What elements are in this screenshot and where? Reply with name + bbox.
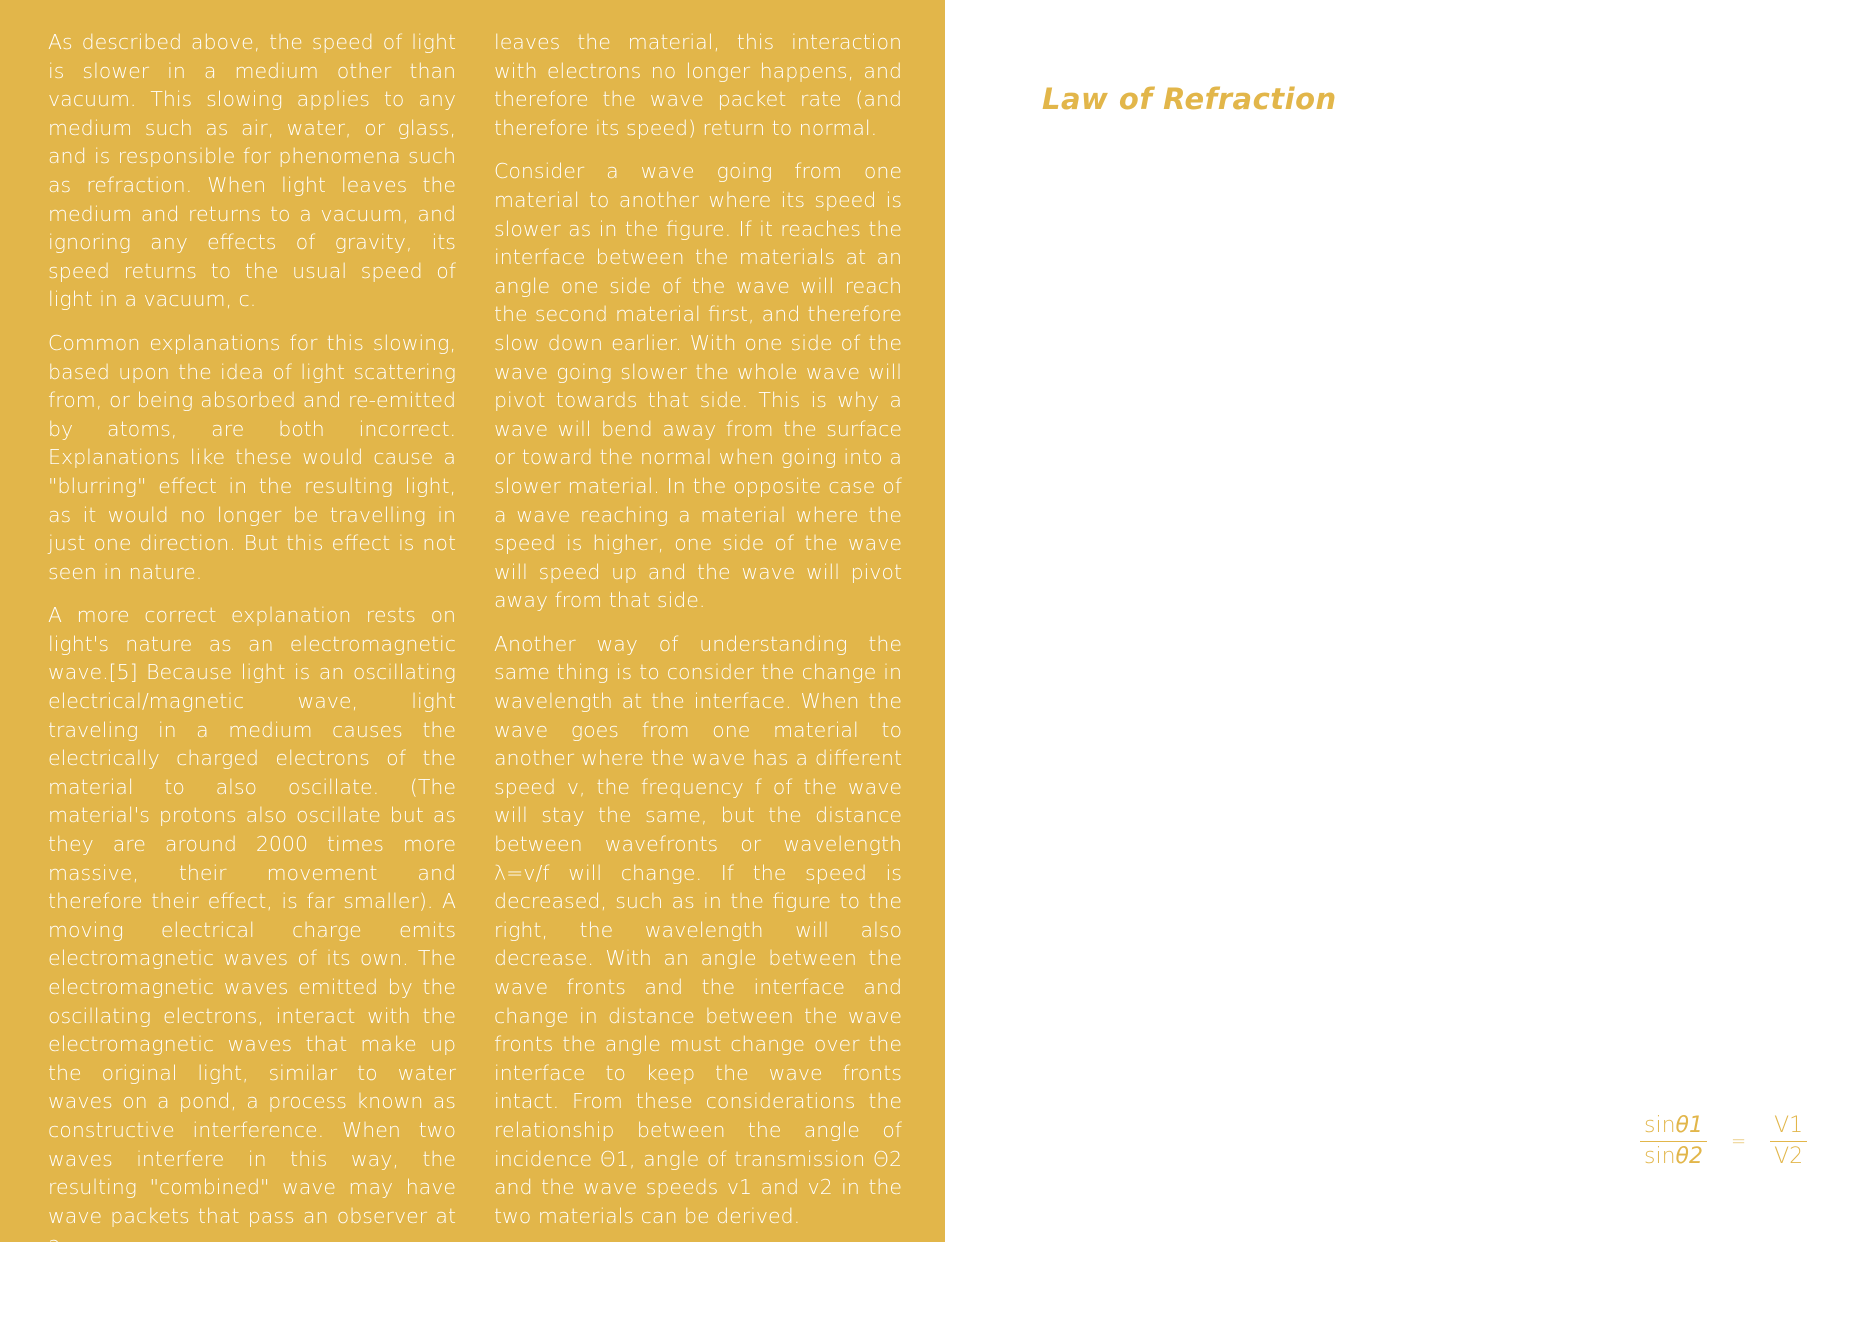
fraction-denominator xyxy=(1640,1143,1707,1171)
paragraph: Another way of understanding the same thing is to consider the change in wavelength at the interface. When the wave goes from one material to another where the wave has a different speed v, the frequency f of the wave will stay the same, but the distance between wavefronts or wavelength λ=v/f will change. If the speed is decreased, such as in the figure to the right, the wavelength will also decrease. With an angle between the wave fronts and the interface and change in distance between the wave fronts the angle must change over the interface to keep the wave fronts intact. From these considerations the relationship between the angle of incidence Θ1, angle of transmission Θ2 and the wave speeds v1 and v2 in the two materials can be derived. xyxy=(494,631,902,1228)
page-title: Law of Refraction xyxy=(1042,82,1337,116)
theta-1: θ1 xyxy=(1675,1113,1703,1138)
paragraph: Consider a wave going from one material to another where its speed is slower as in the figure. If it reaches the interface between the materials at an angle one side of the wave will reach the second material first, and therefore slow down earlier. With one side of the wave going slower the whole wave will pivot towards that side. This is why a wave will bend away from the surface or toward the normal when going into a slower material. In the opposite case of a wave reaching a material where the speed is higher, one side of the wave will speed up and the wave will pivot away from that side. xyxy=(494,159,902,613)
fraction-speed-ratio xyxy=(1770,1112,1807,1171)
paragraph: slower rate. The light has effectively been slowed down. When the light xyxy=(48,1260,456,1314)
paragraph: Common explanations for this slowing, based upon the idea of light scattering from, or being absorbed and re-emitted by atoms, are both incorrect. Explanations like these would cause a "blurring" effect in the resulting light, as it would no longer be travelling in just one direction. But this effect is not seen in nature. xyxy=(48,330,456,584)
text-column-1 xyxy=(48,28,456,1331)
left-page xyxy=(0,0,945,1314)
text-column-2 xyxy=(494,28,902,1245)
paragraph: A more correct explanation rests on light's nature as an electromagnetic wave.[5] Because light is an oscillating electrical/magnetic wave, light traveling in a medium causes the electrically charged electrons of the material to also oscillate. (The material's protons also oscillate but as they are around 2000 times more massive, their movement and therefore their effect, is far smaller). A moving electrical charge emits electromagnetic waves of its own. The electromagnetic waves emitted by the oscillating electrons, interact with the electromagnetic waves that make up the original light, similar to water waves on a pond, a process known as constructive interference. When two waves interfere in this way, the resulting "combined" wave may have wave packets that pass an observer at a xyxy=(48,603,456,1257)
theta-2: θ2 xyxy=(1675,1144,1703,1169)
fraction-numerator xyxy=(1640,1112,1707,1140)
equals-sign: = xyxy=(1731,1131,1747,1152)
paragraph: As described above, the speed of light is slower in a medium other than vacuum. This slowing applies to any medium such as air, water, or glass, and is responsible for phenomena such as refraction. When light leaves the medium and returns to a vacuum, and ignoring any effects of gravity, its speed returns to the usual speed of light in a vacuum, c. xyxy=(48,30,456,312)
fraction-sine-ratio xyxy=(1640,1112,1707,1171)
paragraph: leaves the material, this interaction with electrons no longer happens, and therefore the wave packet rate (and therefore its speed) return to normal. xyxy=(494,30,902,140)
snell-law-formula xyxy=(1640,1112,1807,1171)
fraction-denominator: V2 xyxy=(1774,1144,1804,1169)
fraction-numerator: V1 xyxy=(1774,1113,1804,1138)
fraction-bar xyxy=(1770,1141,1807,1142)
sin-label: sin xyxy=(1644,1144,1676,1169)
right-page xyxy=(945,0,1868,1242)
sin-label: sin xyxy=(1644,1113,1676,1138)
fraction-bar xyxy=(1640,1141,1707,1142)
